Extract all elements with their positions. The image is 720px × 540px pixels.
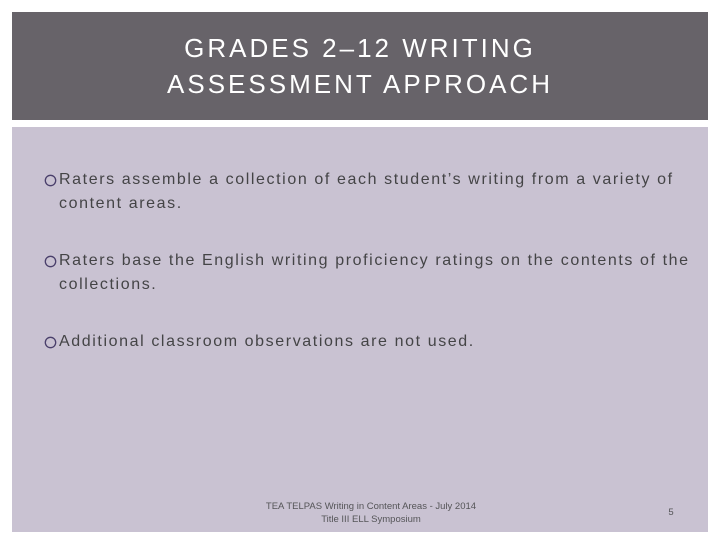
- slide-title-line-1: GRADES 2–12 WRITING: [184, 33, 536, 63]
- footer-line-1: TEA TELPAS Writing in Content Areas - July 2014: [265, 501, 477, 512]
- bullet-item: [44, 168, 694, 216]
- bullet-item: [44, 249, 694, 297]
- page-number: 5: [668, 507, 674, 518]
- bullet-text: Raters assemble a collection of each student’s writing from a variety of content areas.: [59, 171, 674, 212]
- hollow-circle-bullet-icon: [44, 255, 57, 268]
- title-bar: [12, 12, 708, 120]
- bullet-item: [44, 330, 694, 354]
- bullet-text: Raters base the English writing proficiency ratings on the contents of the collections.: [59, 252, 690, 293]
- slide-title-line-2: ASSESSMENT APPROACH: [167, 69, 553, 99]
- footer-line-2: Title III ELL Symposium: [321, 514, 421, 525]
- footer: [246, 500, 496, 526]
- bullet-text: Additional classroom observations are not used.: [59, 333, 475, 350]
- bullet-list: [44, 168, 694, 354]
- hollow-circle-bullet-icon: [44, 174, 57, 187]
- hollow-circle-bullet-icon: [44, 336, 57, 349]
